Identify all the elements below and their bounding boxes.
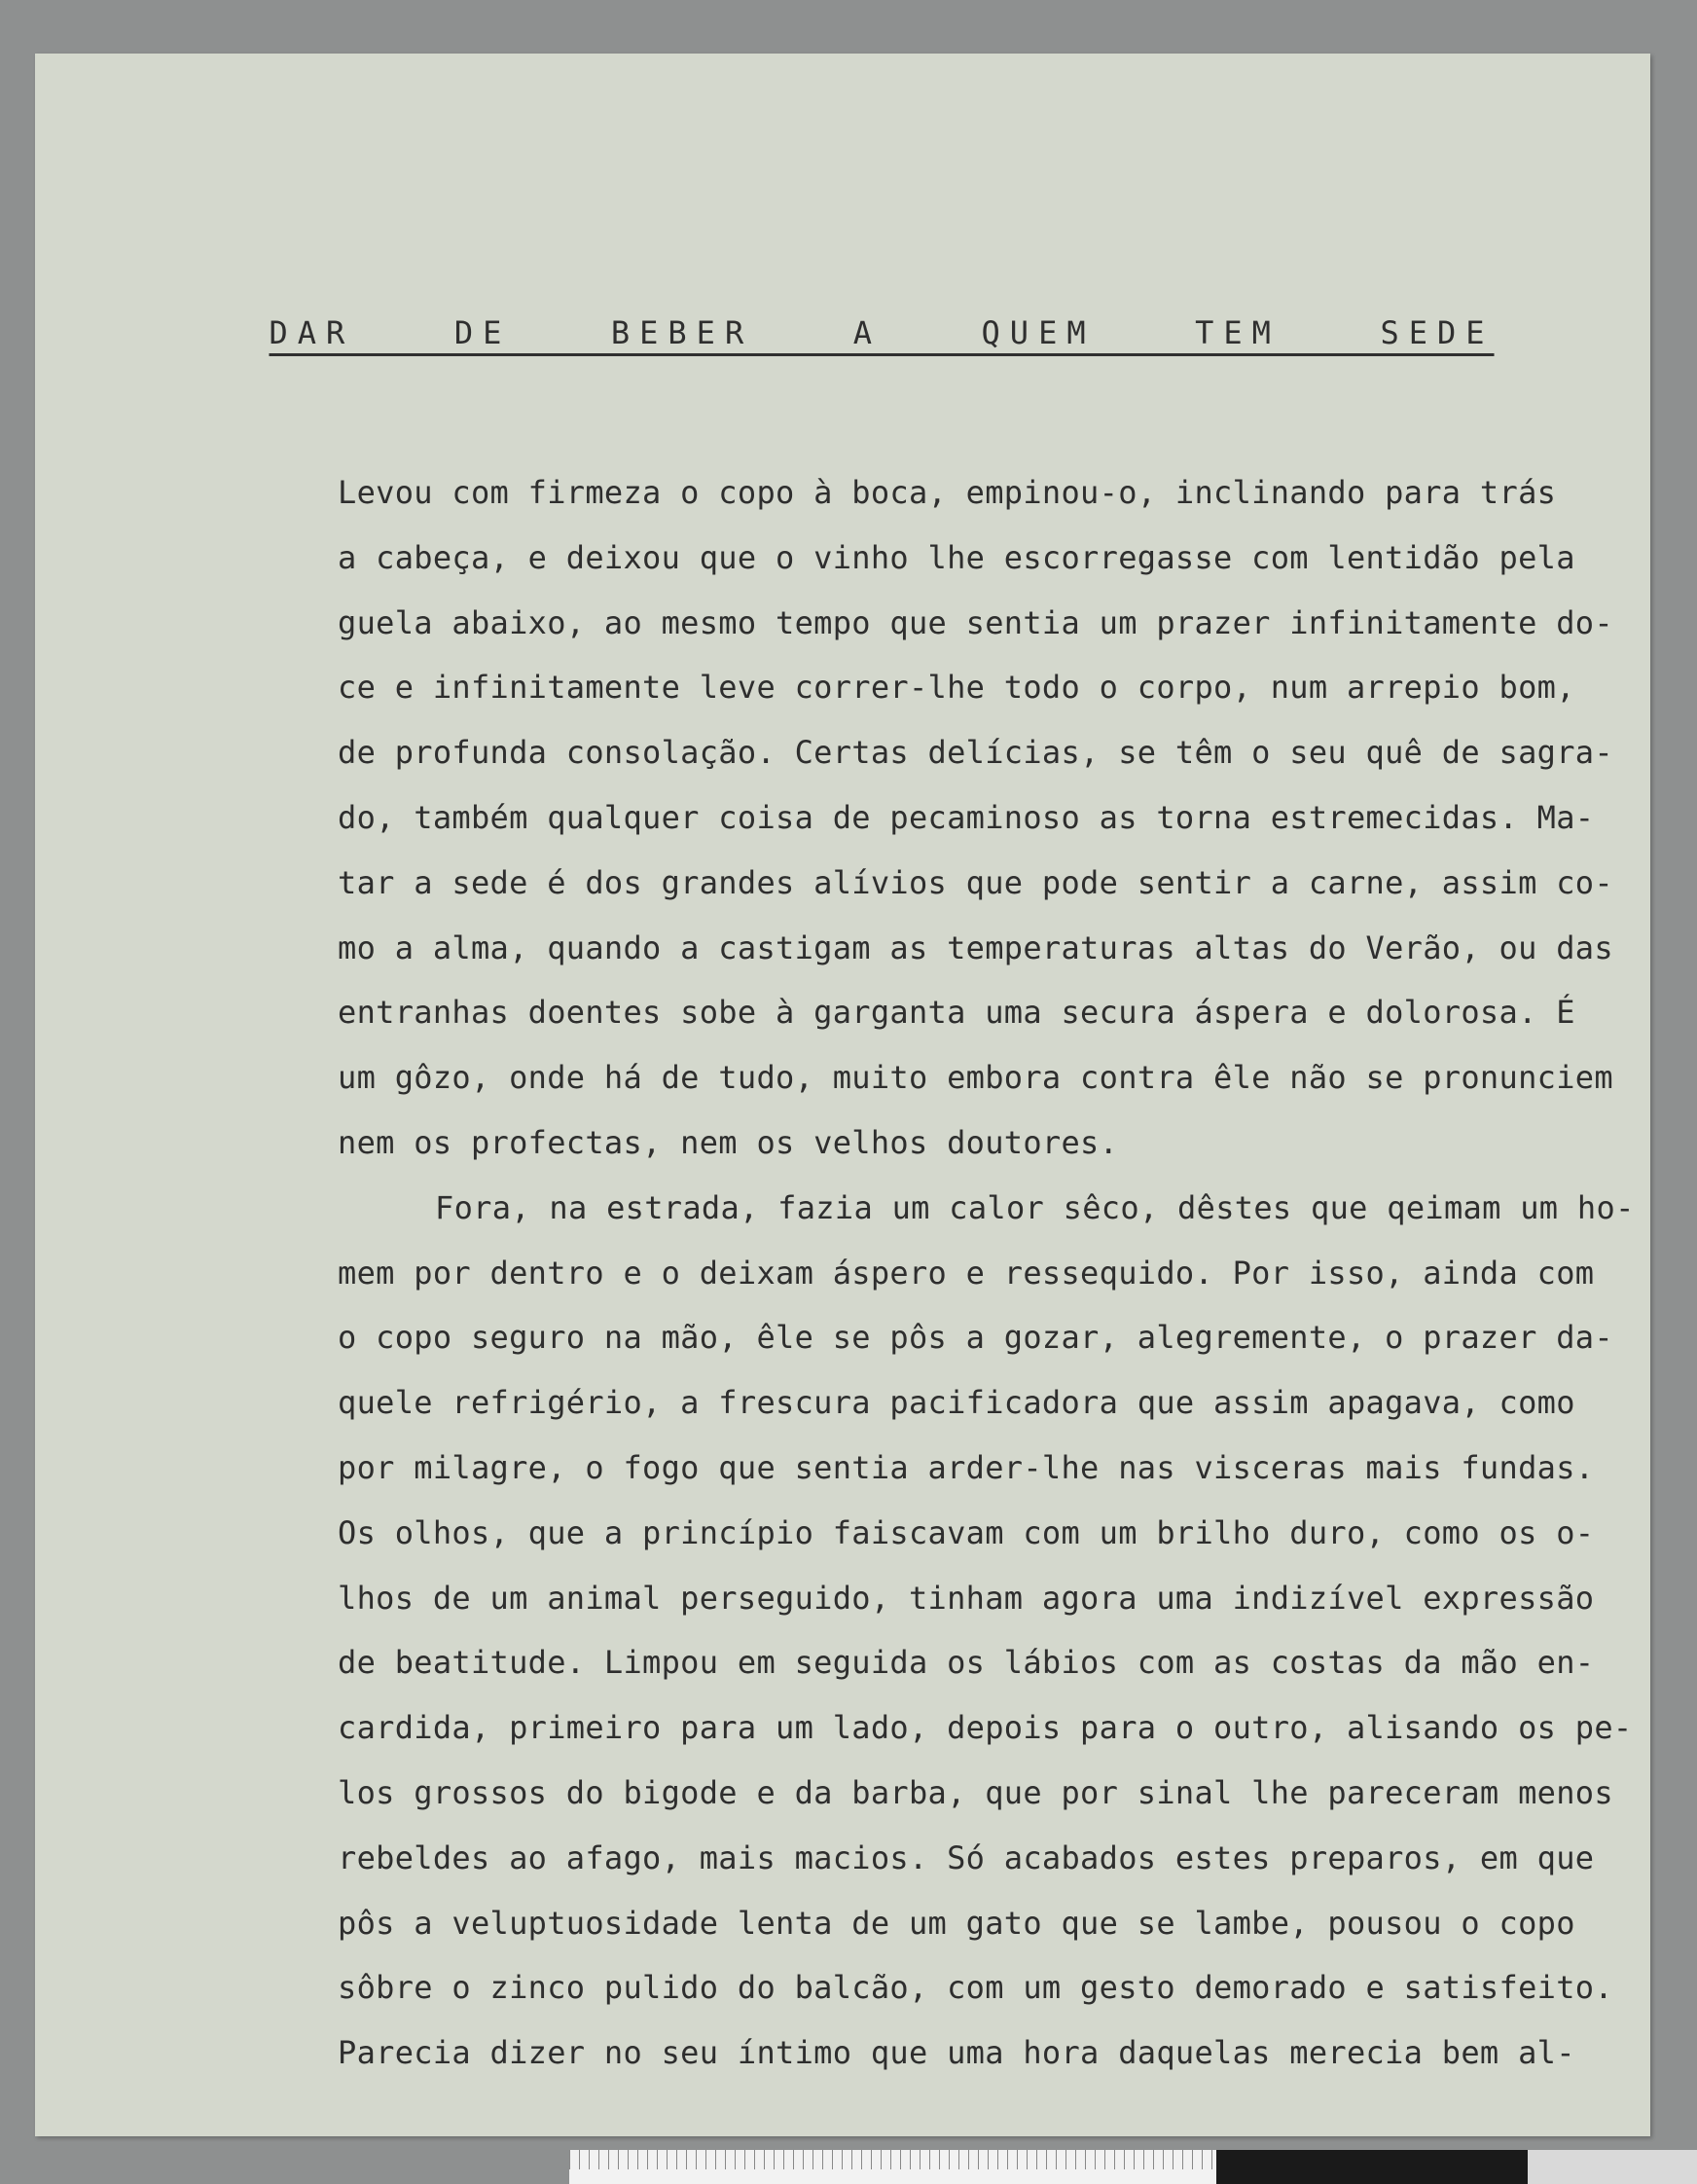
text-line: mo a alma, quando a castigam as temperaturas altas do Verão, ou das bbox=[338, 928, 1613, 966]
typewritten-page bbox=[35, 54, 1650, 2136]
text-line: mem por dentro e o deixam áspero e ressequido. Por isso, ainda com bbox=[338, 1254, 1595, 1292]
document-body bbox=[338, 460, 1697, 2086]
text-line: pôs a veluptuosidade lenta de um gato que se lambe, pousou o copo bbox=[338, 1904, 1575, 1942]
text-line: Fora, na estrada, fazia um calor sêco, dêstes que qeimam um ho- bbox=[435, 1188, 1635, 1226]
text-line: lhos de um animal perseguido, tinham agora uma indizível expressão bbox=[338, 1579, 1595, 1617]
text-line: de profunda consolação. Certas delícias, se têm o seu quê de sagra- bbox=[338, 734, 1613, 772]
text-line: a cabeça, e deixou que o vinho lhe escorregasse com lentidão pela bbox=[338, 538, 1575, 576]
text-line: o copo seguro na mão, êle se pôs a gozar, alegremente, o prazer da- bbox=[338, 1319, 1613, 1357]
text-line: cardida, primeiro para um lado, depois para o outro, alisando os pe- bbox=[338, 1709, 1633, 1747]
ruler-ticks bbox=[569, 2150, 1216, 2169]
paragraph-2 bbox=[338, 1176, 1697, 2086]
text-line: por milagre, o fogo que sentia arder-lhe nas visceras mais fundas. bbox=[338, 1448, 1595, 1486]
text-line: quele refrigério, a frescura pacificadora que assim apagava, como bbox=[338, 1384, 1575, 1422]
text-line: do, também qualquer coisa de pecaminoso as torna estremecidas. Ma- bbox=[338, 798, 1595, 836]
color-patch-grey bbox=[1528, 2150, 1697, 2184]
text-line: ce e infinitamente leve correr-lhe todo o corpo, num arrepio bom, bbox=[338, 669, 1575, 707]
text-line: de beatitude. Limpou em seguida os lábios com as costas da mão en- bbox=[338, 1644, 1595, 1682]
text-line: entranhas doentes sobe à garganta uma secura áspera e dolorosa. É bbox=[338, 994, 1575, 1032]
color-patch-black bbox=[1216, 2150, 1528, 2184]
text-line: tar a sede é dos grandes alívios que pode sentir a carne, assim co- bbox=[338, 863, 1613, 901]
text-line: nem os profectas, nem os velhos doutores. bbox=[338, 1123, 1119, 1161]
text-line: Os olhos, que a princípio faiscavam com um brilho duro, como os o- bbox=[338, 1513, 1595, 1551]
text-line: guela abaixo, ao mesmo tempo que sentia um prazer infinitamente do- bbox=[338, 603, 1613, 641]
document-title: DAR DE BEBER A QUEM TEM SEDE bbox=[269, 314, 1495, 351]
text-line: rebeldes ao afago, mais macios. Só acabados estes preparos, em que bbox=[338, 1838, 1595, 1876]
paragraph-1 bbox=[338, 460, 1697, 1176]
text-line: Parecia dizer no seu íntimo que uma hora daquelas merecia bem al- bbox=[338, 2034, 1575, 2072]
text-line: Levou com firmeza o copo à boca, empinou-o, inclinando para trás bbox=[338, 474, 1557, 511]
text-line: sôbre o zinco pulido do balcão, com um gesto demorado e satisfeito. bbox=[338, 1969, 1613, 2007]
text-line: los grossos do bigode e da barba, que por sinal lhe pareceram menos bbox=[338, 1773, 1613, 1811]
text-line: um gôzo, onde há de tudo, muito embora contra êle não se pronunciem bbox=[338, 1059, 1613, 1097]
scale-ruler bbox=[569, 2150, 1697, 2184]
